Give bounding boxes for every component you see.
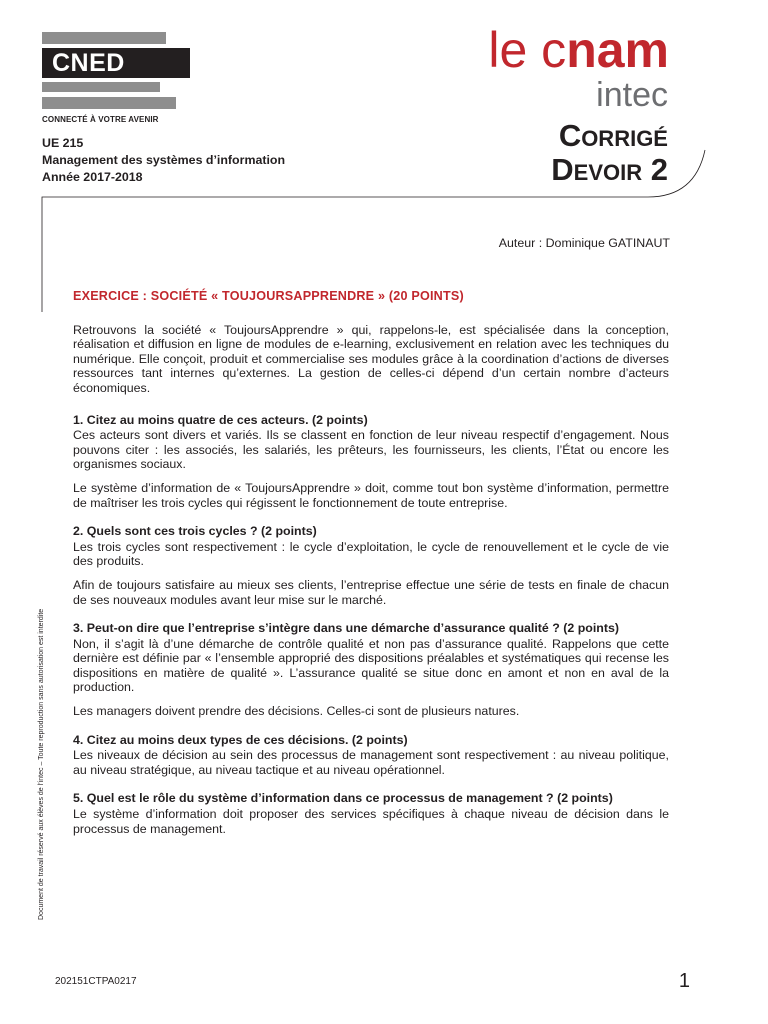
ue-code: UE 215: [42, 136, 84, 150]
cnam-logo-part2: nam: [566, 22, 669, 78]
header-frame-line: [0, 0, 768, 320]
exercise-title: EXERCICE : SOCIÉTÉ « TOUJOURSAPPRENDRE » (20 POINTS): [73, 289, 464, 303]
ue-title: Management des systèmes d’information: [42, 153, 286, 167]
main-content: [73, 289, 669, 845]
question-5: 5. Quel est le rôle du système d’information dans ce processus de management ? (2 points): [73, 791, 613, 806]
question-2: 2. Quels sont ces trois cycles ? (2 points): [73, 524, 317, 539]
cnam-logo-part1: le c: [488, 22, 567, 78]
transition-3: Les managers doivent prendre des décisions. Celles-ci sont de plusieurs natures.: [73, 704, 520, 719]
answer-2: Les trois cycles sont respectivement : le cycle d’exploitation, le cycle de renouvellement et le cycle de vie des produits.: [73, 539, 669, 569]
doc-title-line1: Corrigé: [558, 118, 668, 153]
cned-tagline: CONNECTÉ À VOTRE AVENIR: [42, 115, 159, 124]
question-1: 1. Citez au moins quatre de ces acteurs. (2 points): [73, 412, 368, 427]
ue-year: Année 2017-2018: [42, 170, 143, 184]
intec-logo: intec: [596, 76, 668, 114]
answer-1: Ces acteurs sont divers et variés. Ils se classent en fonction de leur niveau respectif d’engagement. Nous pouvons citer : les associés, les salariés, les prêteurs, les fournisseurs, les clients, l’État ou encore les organismes sociaux.: [73, 428, 669, 472]
cned-logo-text: CNED: [52, 49, 125, 77]
page-number: 1: [678, 970, 690, 992]
intro-paragraph: Retrouvons la société « ToujoursApprendre » qui, rappelons-le, est spécialisée dans la conception, réalisation et diffusion en ligne de modules de e-learning, exclusivement en relation avec les techniques du numérique. Elle conçoit, produit et commercialise ses modules grâce à la coordination d’actions de diverses ressources tant internes qu’externes. La gestion de celles-ci dépend d’un certain nombre d’acteurs économiques.: [73, 322, 669, 395]
side-copyright-note: Document de travail réservé aux élèves de l’intec – Toute reproduction sans autorisation est interdite: [38, 608, 45, 920]
author-line: Auteur : Dominique GATINAUT: [498, 236, 670, 250]
question-3: 3. Peut-on dire que l’entreprise s’intègre dans une démarche d’assurance qualité ? (2 points): [73, 621, 620, 636]
footer-code: 202151CTPA0217: [55, 976, 137, 987]
transition-1: Le système d’information de « ToujoursApprendre » doit, comme tout bon système d’information, permettre de maîtriser les trois cycles qui régissent le fonctionnement de toute entreprise.: [73, 480, 669, 510]
answer-5: Le système d’information doit proposer des services spécifiques à chaque niveau de décision dans le processus de management.: [73, 807, 669, 836]
doc-title-line2: Devoir 2: [551, 152, 668, 187]
answer-4: Les niveaux de décision au sein des processus de management sont respectivement : au niveau politique, au niveau stratégique, au niveau tactique et au niveau opérationnel.: [73, 748, 669, 777]
question-4: 4. Citez au moins deux types de ces décisions. (2 points): [73, 732, 408, 747]
transition-2: Afin de toujours satisfaire au mieux ses clients, l’entreprise effectue une série de tests en finale de chacun de ses nouveaux modules avant leur mise sur le marché.: [73, 577, 669, 607]
answer-3: Non, il s’agit là d’une démarche de contrôle qualité et non pas d’assurance qualité. Rappelons que cette dernière est définie par « l’ensemble approprié des dispositions préalables et systématiques qui recense les dispositions en matière de qualité ». L’assurance qualité se situe donc en amont et non en aval de la production.: [73, 636, 669, 695]
